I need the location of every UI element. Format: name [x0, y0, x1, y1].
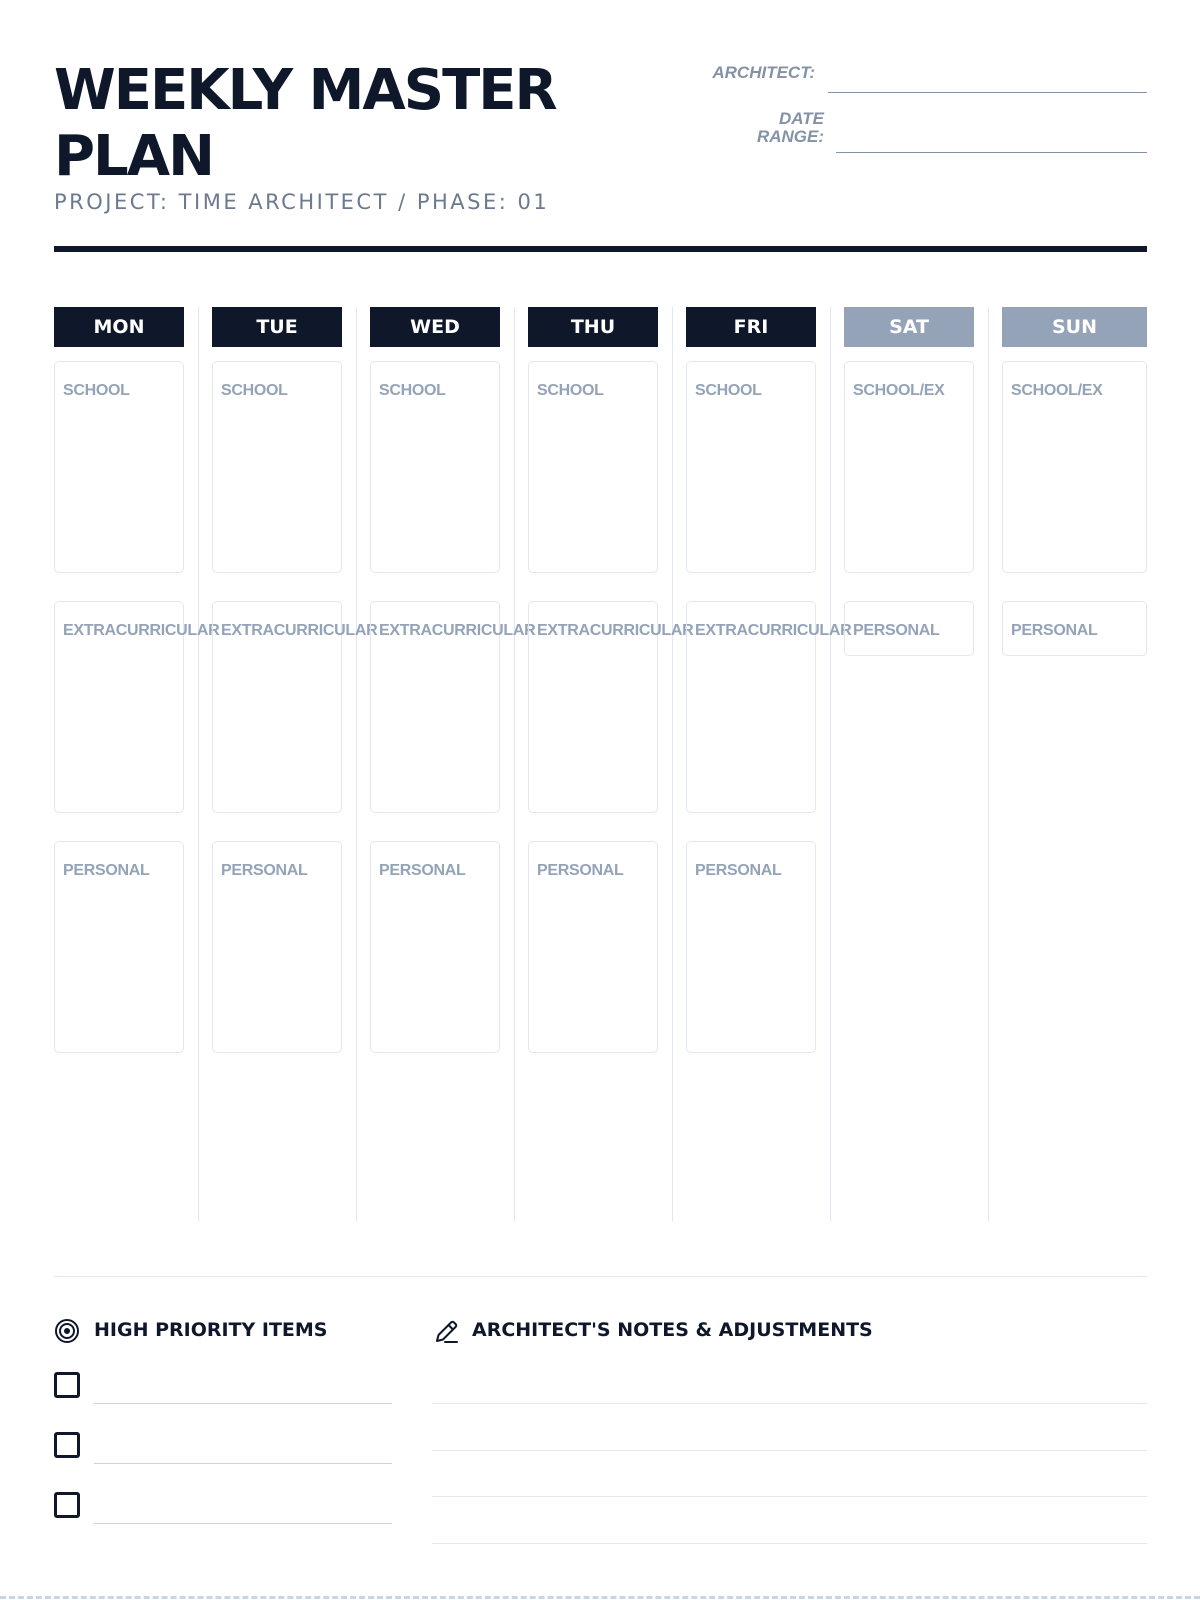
date-label-line1: DATE	[778, 109, 824, 128]
day-block-sun[interactable]	[1002, 361, 1147, 573]
day-header-thu: THU	[528, 307, 658, 347]
day-block-thu[interactable]	[528, 841, 658, 1053]
day-block-wed[interactable]	[370, 361, 500, 573]
day-block-mon[interactable]	[54, 841, 184, 1053]
page-title: WEEKLY MASTER PLAN	[54, 58, 556, 189]
notes-line-2[interactable]	[432, 1450, 1147, 1451]
block-label: SCHOOL	[379, 382, 446, 399]
block-label: EXTRACURRICULAR	[537, 622, 694, 639]
date-range-field[interactable]	[836, 152, 1147, 153]
day-block-thu[interactable]	[528, 601, 694, 813]
column-divider	[830, 307, 831, 1222]
day-block-sat[interactable]	[844, 601, 974, 656]
day-block-fri[interactable]	[686, 361, 816, 573]
priority-checkbox-3[interactable]	[54, 1492, 80, 1518]
date-label-line2: RANGE:	[756, 127, 824, 146]
column-divider	[514, 307, 515, 1222]
day-block-fri[interactable]	[686, 841, 816, 1053]
day-header-sat: SAT	[844, 307, 974, 347]
block-label: PERSONAL	[379, 862, 466, 879]
block-label: SCHOOL/EX	[853, 382, 945, 399]
architect-label: ARCHITECT:	[712, 63, 815, 82]
priority-checkbox-1[interactable]	[54, 1372, 80, 1398]
block-label: SCHOOL	[63, 382, 130, 399]
day-block-wed[interactable]	[370, 601, 536, 813]
priority-checkbox-2[interactable]	[54, 1432, 80, 1458]
day-block-wed[interactable]	[370, 841, 500, 1053]
architect-field[interactable]	[828, 92, 1147, 93]
block-label: PERSONAL	[63, 862, 150, 879]
column-divider	[672, 307, 673, 1222]
notes-line-1[interactable]	[432, 1403, 1147, 1404]
day-block-mon[interactable]	[54, 601, 220, 813]
column-divider	[198, 307, 199, 1222]
day-header-mon: MON	[54, 307, 184, 347]
day-header-sun: SUN	[1002, 307, 1147, 347]
date-range-label	[640, 110, 824, 146]
notes-title: ARCHITECT'S NOTES & ADJUSTMENTS	[472, 1319, 873, 1341]
day-header-tue: TUE	[212, 307, 342, 347]
priority-line-1[interactable]	[94, 1403, 392, 1404]
day-block-thu[interactable]	[528, 361, 658, 573]
block-label: EXTRACURRICULAR	[379, 622, 536, 639]
block-label: EXTRACURRICULAR	[695, 622, 852, 639]
block-label: PERSONAL	[221, 862, 308, 879]
day-block-sat[interactable]	[844, 361, 974, 573]
column-divider	[356, 307, 357, 1222]
day-block-mon[interactable]	[54, 361, 184, 573]
target-icon	[54, 1318, 80, 1344]
block-label: SCHOOL	[695, 382, 762, 399]
notes-line-4[interactable]	[432, 1543, 1147, 1544]
block-label: SCHOOL/EX	[1011, 382, 1103, 399]
block-label: SCHOOL	[537, 382, 604, 399]
block-label: SCHOOL	[221, 382, 288, 399]
day-block-tue[interactable]	[212, 601, 378, 813]
day-block-tue[interactable]	[212, 361, 342, 573]
priority-line-3[interactable]	[94, 1523, 392, 1524]
header-divider	[54, 246, 1147, 252]
page-edge-dashes	[0, 1596, 1200, 1599]
day-block-tue[interactable]	[212, 841, 342, 1053]
day-header-wed: WED	[370, 307, 500, 347]
block-label: EXTRACURRICULAR	[63, 622, 220, 639]
block-label: PERSONAL	[537, 862, 624, 879]
pen-icon	[432, 1318, 460, 1346]
page-subtitle: PROJECT: TIME ARCHITECT / PHASE: 01	[54, 190, 550, 214]
block-label: EXTRACURRICULAR	[221, 622, 378, 639]
block-label: PERSONAL	[1011, 622, 1098, 639]
day-header-fri: FRI	[686, 307, 816, 347]
block-label: PERSONAL	[695, 862, 782, 879]
day-block-sun[interactable]	[1002, 601, 1147, 656]
priority-line-2[interactable]	[94, 1463, 392, 1464]
block-label: PERSONAL	[853, 622, 940, 639]
high-priority-title: HIGH PRIORITY ITEMS	[94, 1319, 328, 1341]
notes-line-3[interactable]	[432, 1496, 1147, 1497]
section-divider	[54, 1276, 1147, 1277]
column-divider	[988, 307, 989, 1222]
day-block-fri[interactable]	[686, 601, 852, 813]
